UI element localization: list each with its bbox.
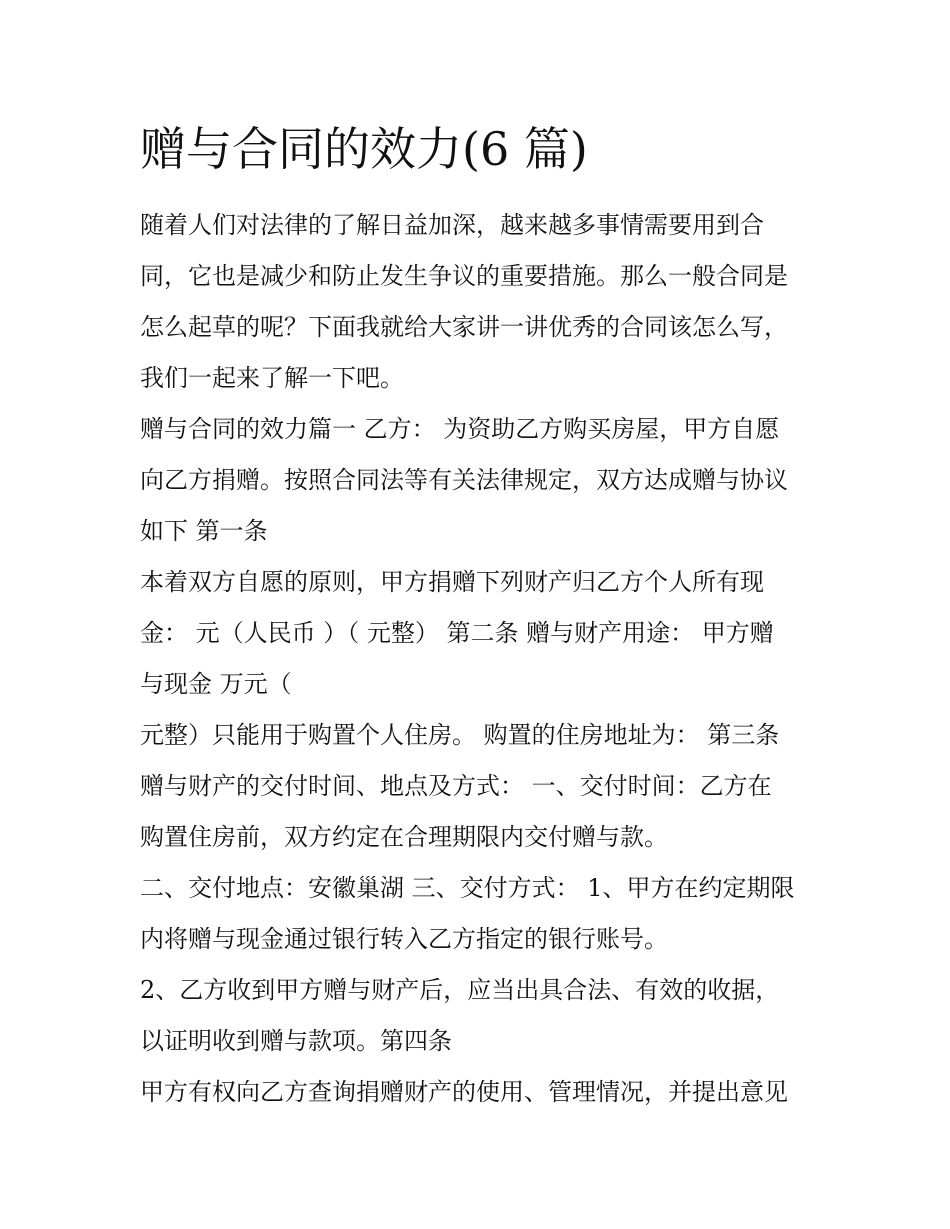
body-line: 购置住房前，双方约定在合理期限内交付赠与款。 xyxy=(140,823,668,851)
body-line: 元整）只能用于购置个人住房。 购置的住房地址为： 第三条 xyxy=(140,721,780,749)
body-line: 以证明收到赠与款项。第四条 xyxy=(140,1027,452,1055)
body-line: 随着人们对法律的了解日益加深，越来越多事情需要用到合 xyxy=(140,211,764,239)
body-line: 同，它也是减少和防止发生争议的重要措施。那么一般合同是 xyxy=(140,262,788,290)
body-line: 如下 第一条 xyxy=(140,517,268,545)
body-line: 赠与合同的效力篇一 乙方： 为资助乙方购买房屋，甲方自愿 xyxy=(140,415,780,443)
document-title: 赠与合同的效力(6 篇) xyxy=(140,122,588,176)
document-body xyxy=(140,200,820,1118)
body-line: 赠与财产的交付时间、地点及方式： 一、交付时间：乙方在 xyxy=(140,772,772,800)
body-line: 金： 元（人民币 ）（ 元整） 第二条 赠与财产用途： 甲方赠 xyxy=(140,619,774,647)
body-line: 2、乙方收到甲方赠与财产后，应当出具合法、有效的收据， xyxy=(140,976,780,1004)
body-line: 向乙方捐赠。按照合同法等有关法律规定，双方达成赠与协议 xyxy=(140,466,788,494)
body-line: 本着双方自愿的原则，甲方捐赠下列财产归乙方个人所有现 xyxy=(140,568,764,596)
body-line: 与现金 万元（ xyxy=(140,670,292,698)
body-line: 二、交付地点：安徽巢湖 三、交付方式： 1、甲方在约定期限 xyxy=(140,874,795,902)
body-line: 怎么起草的呢？下面我就给大家讲一讲优秀的合同该怎么写， xyxy=(140,313,788,341)
body-line: 内将赠与现金通过银行转入乙方指定的银行账号。 xyxy=(140,925,668,953)
body-line: 我们一起来了解一下吧。 xyxy=(140,364,404,392)
document-content xyxy=(140,110,820,1118)
body-line: 甲方有权向乙方查询捐赠财产的使用、管理情况，并提出意见 xyxy=(140,1078,788,1106)
